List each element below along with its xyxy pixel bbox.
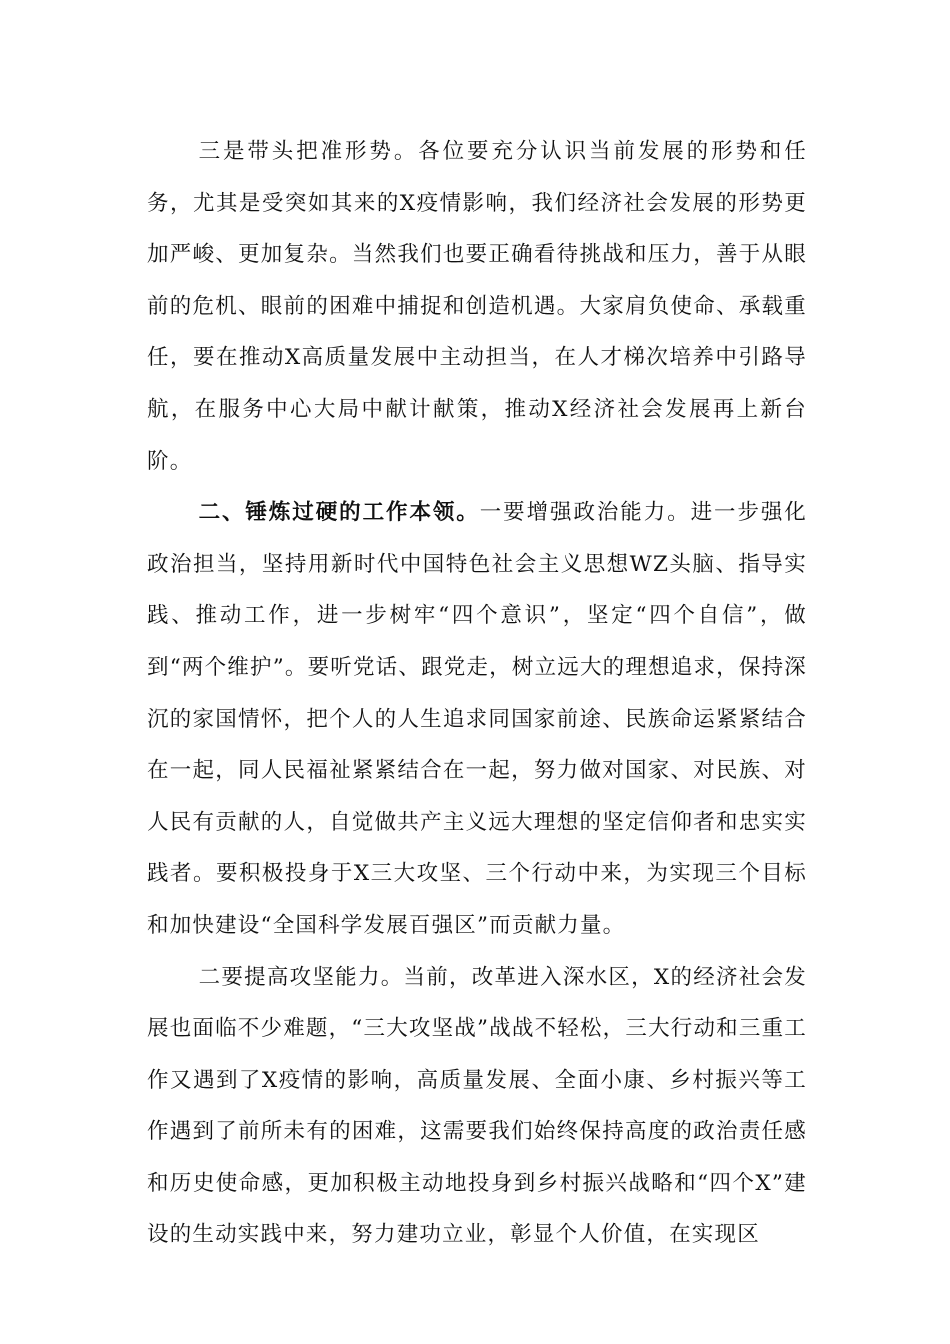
paragraph-2-text: 一要增强政治能力。进一步强化政治担当，坚持用新时代中国特色社会主义思想WZ头脑、指导实践、推动工作，进一步树牢“四个意识”，坚定“四个自信”，做到“两个维护”。要听党话、跟党走，树立远大的理想追求，保持深沉的家国情怀，把个人的人生追求同国家前途、民族命运紧紧结合在一起，同人民福祉紧紧结合在一起，努力做对国家、对民族、对人民有贡献的人，自觉做共产主义远大理想的坚定信仰者和忠实实践者。要积极投身于X三大攻坚、三个行动中来，为实现三个目标和加快建设“全国科学发展百强区”而贡献力量。 [147, 500, 807, 938]
paragraph-3-text: 二要提高攻坚能力。当前，改革进入深水区，X的经济社会发展也面临不少难题，“三大攻坚战”战战不轻松，三大行动和三重工作又遇到了X疫情的影响，高质量发展、全面小康、乡村振兴等工作遇到了前所未有的困难，这需要我们始终保持高度的政治责任感和历史使命感，更加积极主动地投身到乡村振兴战略和“四个X”建设的生动实践中来，努力建功立业，彰显个人价值，在实现区 [147, 964, 807, 1248]
paragraph-3 [147, 952, 807, 1262]
paragraph-1 [147, 126, 807, 487]
paragraph-2-heading: 二、锤炼过硬的工作本领。 [198, 500, 480, 526]
document-body [147, 126, 807, 1261]
paragraph-2 [147, 487, 807, 951]
paragraph-1-text: 三是带头把准形势。各位要充分认识当前发展的形势和任务，尤其是受突如其来的X疫情影响，我们经济社会发展的形势更加严峻、更加复杂。当然我们也要正确看待挑战和压力，善于从眼前的危机、眼前的困难中捕捉和创造机遇。大家肩负使命、承载重任，要在推动X高质量发展中主动担当，在人才梯次培养中引路导航，在服务中心大局中献计献策，推动X经济社会发展再上新台阶。 [147, 139, 807, 474]
